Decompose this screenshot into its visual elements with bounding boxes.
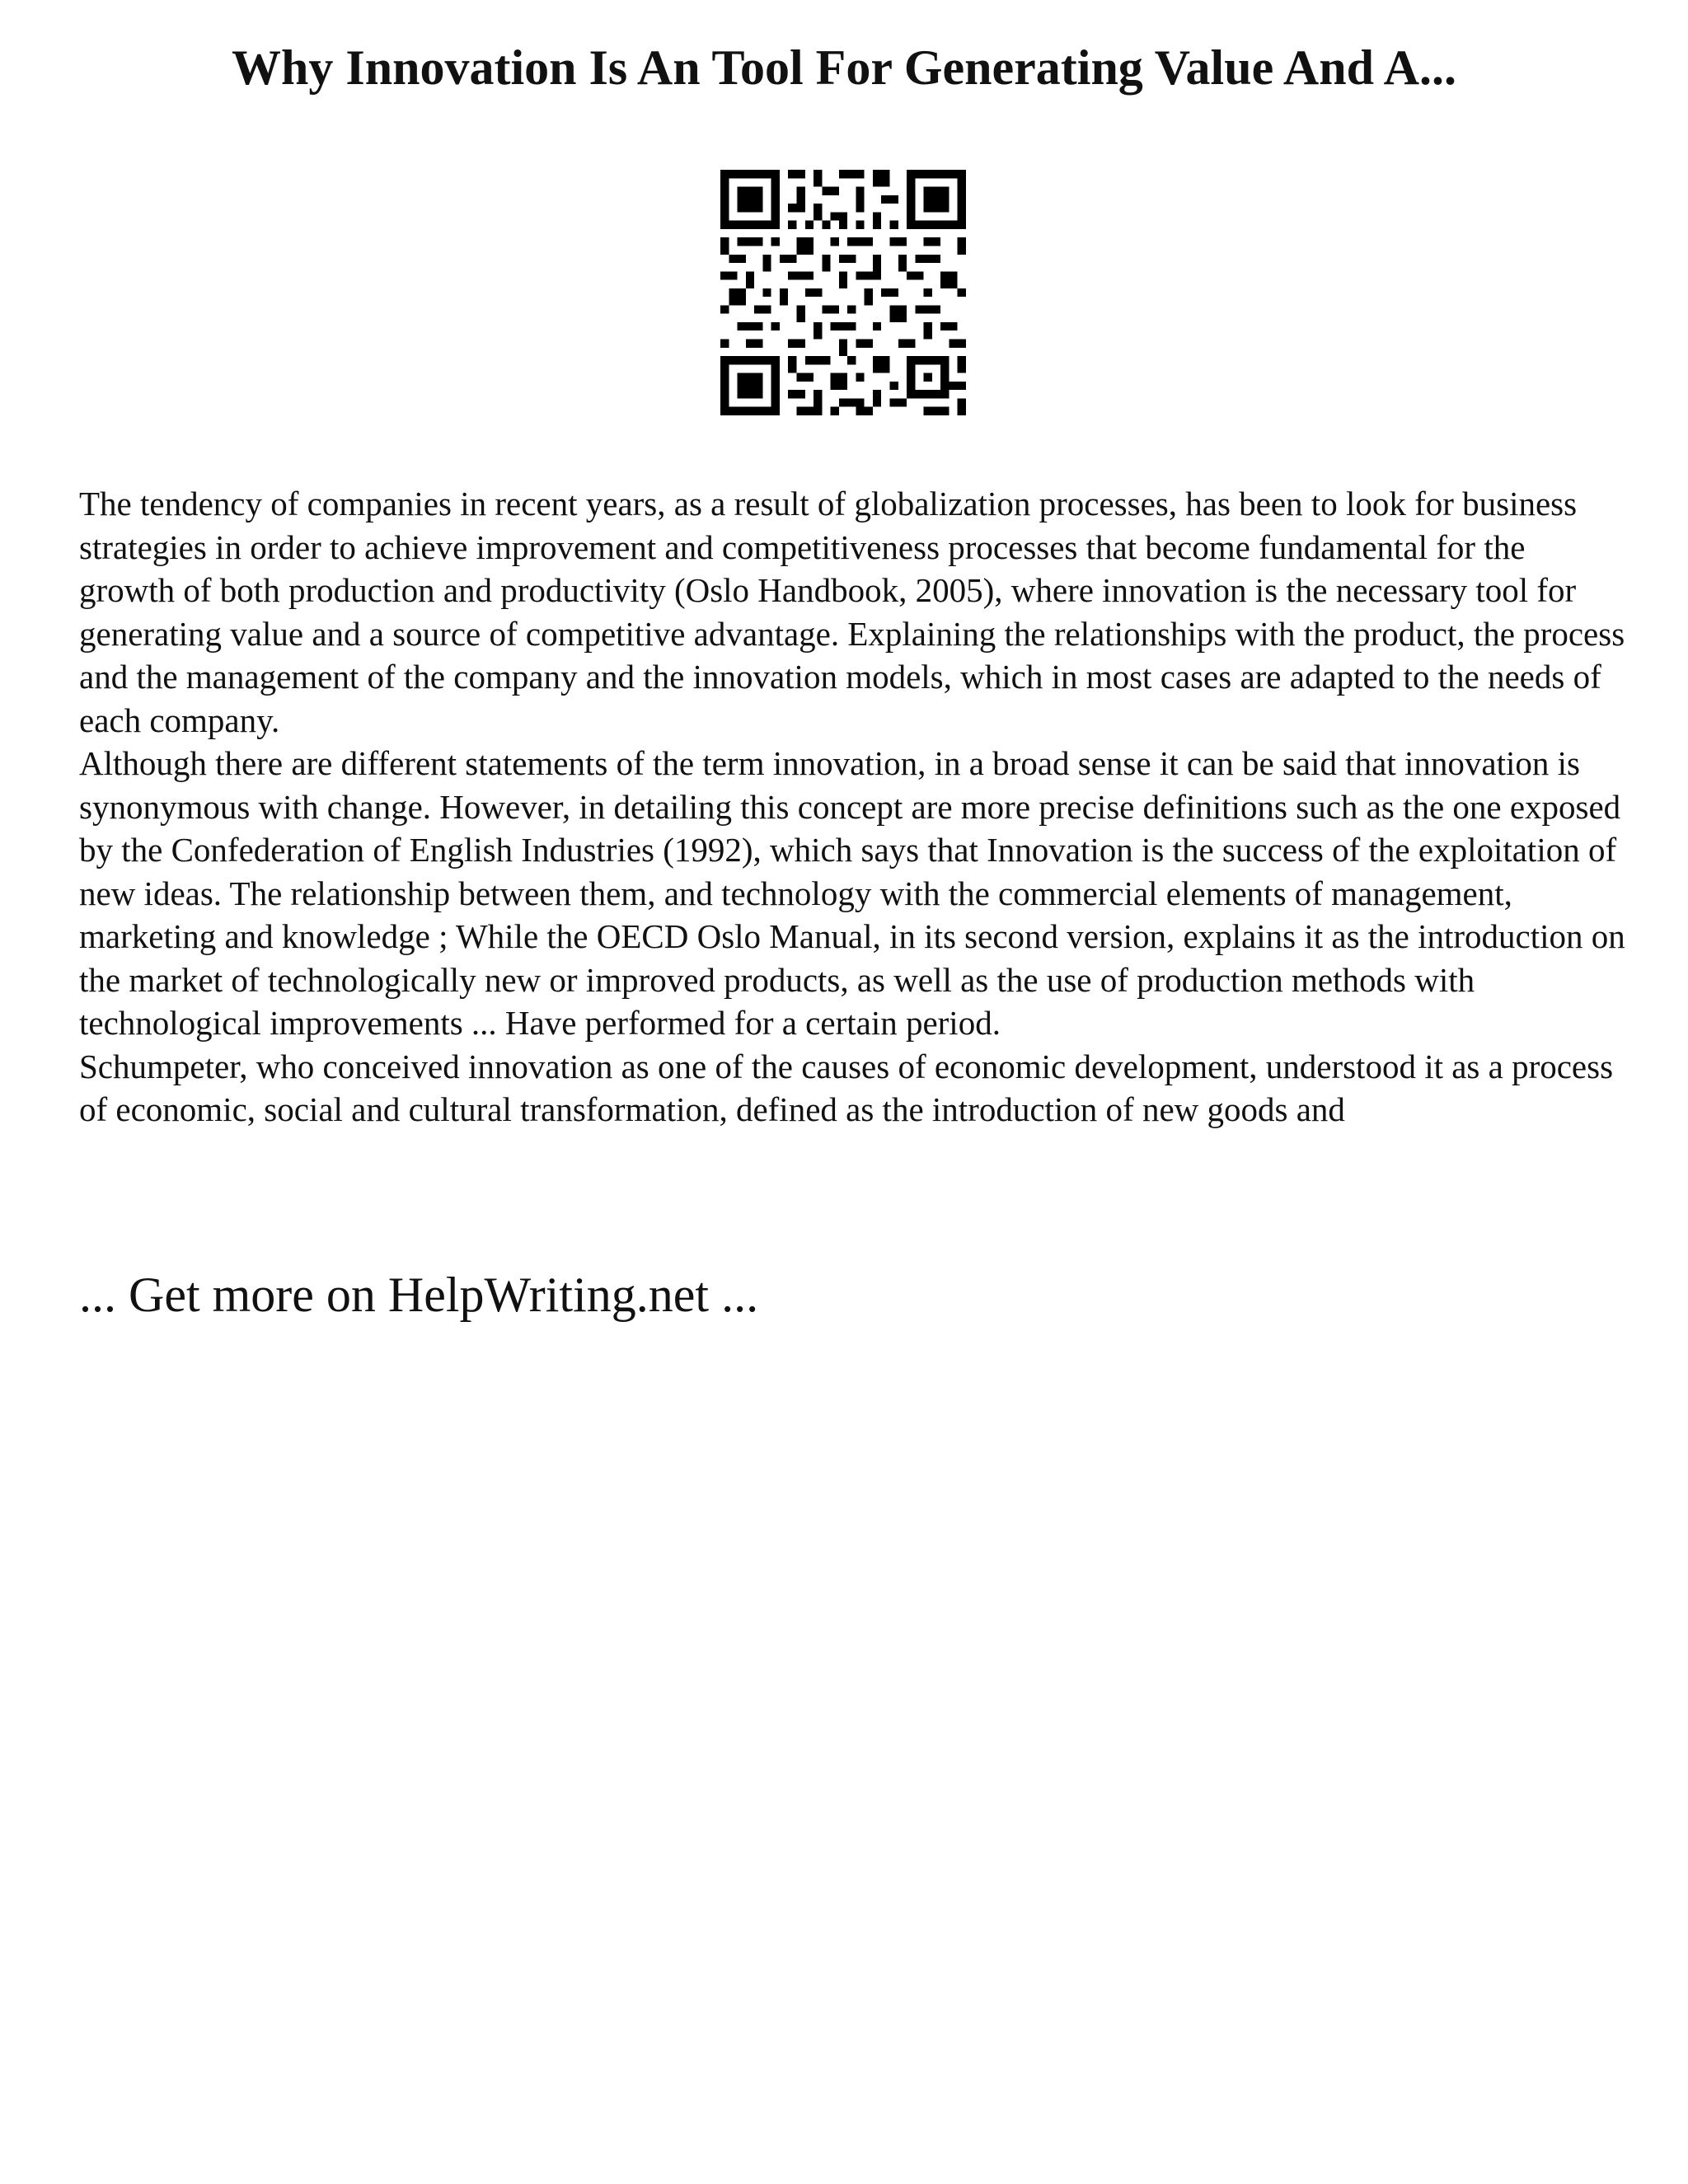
paragraph: The tendency of companies in recent years, as a result of globalization processes, has been to look for business strategies in order to achieve improvement and competitiveness processes that become fundamental for the growth of both production and productivity (Oslo Handbook, 2005), where innovation is the necessary tool for generating value and a source of competitive advantage. Explaining the relationships with the product, the process and the management of the company and the innovation models, which in most cases are adapted to the needs of each company. (79, 485, 1625, 739)
paragraph: Although there are different statements of the term innovation, in a broad sense it can be said that innovation is synonymous with change. However, in detailing this concept are more precise definitions such as the one exposed by the Confederation of English Industries (1992), which says that Innovation is the success of the exploitation of new ideas. The relationship between them, and technology with the commercial elements of management, marketing and knowledge ; While the OECD Oslo Manual, in its second version, explains it as the introduction on the market of technologically new or improved products, as well as the use of production methods with technological improvements ... Have performed for a certain period. (79, 744, 1625, 1042)
article-body (79, 482, 1629, 1132)
qr-code-icon (720, 170, 966, 415)
page-title: Why Innovation Is An Tool For Generating Value And A... (232, 40, 1456, 95)
paragraph: Schumpeter, who conceived innovation as one of the causes of economic development, understood it as a process of economic, social and cultural transformation, defined as the introduction of new goods and (79, 1047, 1614, 1128)
get-more-link[interactable]: ... Get more on HelpWriting.net ... (79, 1268, 759, 1322)
